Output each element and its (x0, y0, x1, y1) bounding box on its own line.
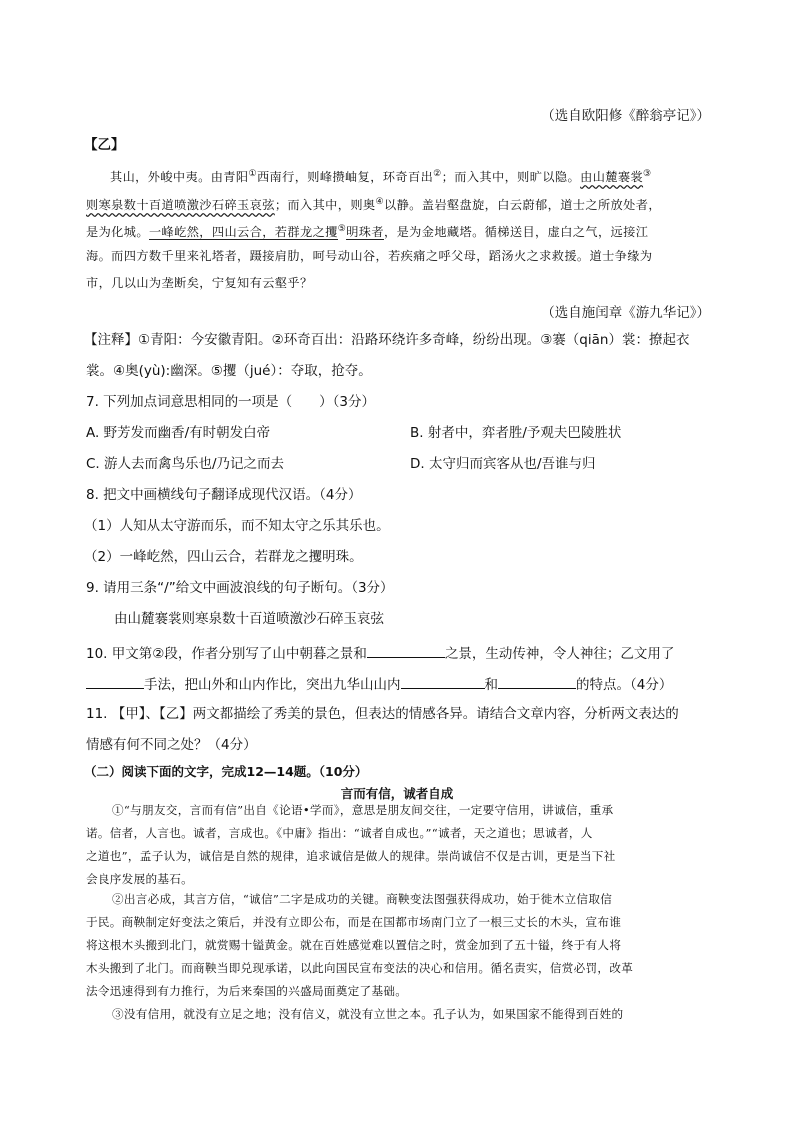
article-para2-line1: ②出言必成，其言方信，“诚信”二字是成功的关键。商鞅变法图强获得成功，始于徙木立信取信 (112, 892, 613, 906)
source-citation-2: （选自施闰章《游九华记》） (541, 305, 710, 321)
q7-option-d: D. 太守归而宾客从也/吾谁与归 (410, 456, 596, 472)
article-para1-line4: 会良序发展的基石。 (86, 872, 194, 886)
yi-line-1: 其山，外峻中夷。由青阳①西南行，则峰攒岫复，环奇百出②；而入其中，则旷以隐。由山麓褰裳③ (110, 169, 652, 185)
question-10-line-1: 10. 甲文第②段，作者分别写了山中朝暮之景和 之景，生动传神，令人神往；乙文用了 (86, 646, 675, 662)
q9-sentence: 由山麓褰裳则寒泉数十百道喷激沙石碎玉哀弦 (114, 611, 384, 627)
part2-heading: （二）阅读下面的文字，完成12—14题。（10分） (84, 764, 368, 779)
question-10-line-2: 手法，把山外和山内作比，突出九华山山内 和 的特点。（4分） (86, 675, 672, 693)
question-9-stem: 9. 请用三条“/”给文中画波浪线的句子断句。（3分） (86, 580, 394, 596)
yi-line-4: 海。而四方数千里来礼塔者，蹑接肩肋，呵号动山谷，若疾痛之呼父母，蹈汤火之求救援。道士争缘为 (86, 249, 653, 263)
yi-line-2: 则寒泉数十百道喷激沙石碎玉哀弦；而入其中，则奥④以静。盖岩壑盘旋，白云蔚郁，道士之所放处者， (86, 197, 661, 213)
yi-line-3: 是为化城。一峰屹然，四山云合，若群龙之攫⑤明珠者，是为金地藏塔。循梯送目，虚白之气，远接江 (86, 224, 649, 240)
article-para1-line2: 诺。信者，人言也。诚者，言成也。《中庸》指出：“诚者自成也。”“诚者，天之道也；思诚者，人 (86, 826, 593, 840)
answer-blank-3[interactable] (401, 675, 485, 689)
q8-sentence-2: （2）一峰屹然，四山云合，若群龙之攫明珠。 (84, 549, 363, 565)
answer-blank-1[interactable] (367, 644, 445, 658)
q8-sentence-1: （1）人知从太守游而乐，而不知太守之乐其乐也。 (84, 518, 390, 534)
q7-option-a: A. 野芳发而幽香/有时朝发白帝 (86, 425, 271, 441)
article-para2-line3: 将这根木头搬到北门，就赏赐十镒黄金。就在百姓感觉难以置信之时，赏金加到了五十镒，终于有人将 (86, 938, 622, 952)
article-para2-line5: 法令迅速得到有力推行，为后来秦国的兴盛局面奠定了基础。 (86, 984, 408, 998)
article-para1-line3: 之道也”，孟子认为，诚信是自然的规律，追求诚信是做人的规律。崇尚诚信不仅是古训，更是当下社 (86, 849, 616, 863)
q7-option-c: C. 游人去而禽鸟乐也/乃记之而去 (86, 456, 285, 472)
article-para3-line1: ③没有信用，就没有立足之地；没有信义，就没有立世之本。孔子认为，如果国家不能得到百姓的 (112, 1007, 624, 1021)
section-label-yi: 【乙】 (84, 137, 125, 153)
question-7-stem: 7. 下列加点词意思相同的一项是（ ）（3分） (86, 394, 376, 410)
q7-option-b: B. 射者中，弈者胜/予观夫巴陵胜状 (410, 425, 622, 441)
wavy-sentence-part2: 则寒泉数十百道喷激沙石碎玉哀弦 (86, 198, 275, 213)
question-11-line-1: 11. 【甲】、【乙】两文都描绘了秀美的景色，但表达的情感各异。请结合文章内容，分析两文表达的 (86, 706, 679, 722)
article-title: 言而有信，诚者自成 (340, 786, 454, 801)
notes-line-1: 【注释】①青阳：今安徽青阳。②环奇百出：沿路环绕许多奇峰，纷纷出现。③褰（qiān）裳：撩起衣 (84, 332, 690, 348)
underlined-sentence: 一峰屹然，四山云合，若群龙之攫 (148, 225, 338, 240)
wavy-sentence-part1: 由山麓褰裳 (580, 170, 644, 185)
article-para1-line1: ①“与朋友交，言而有信”出自《论语•学而》，意思是朋友间交往，一定要守信用，讲诚信，重承 (112, 803, 614, 817)
yi-line-5: 市，几以山为垄断矣，宁复知有云壑乎？ (86, 276, 313, 290)
question-11-line-2: 情感有何不同之处？（4分） (86, 737, 257, 753)
article-para2-line4: 木头搬到了北门。而商鞅当即兑现承诺，以此向国民宣布变法的决心和信用。循名责实，信赏必罚，改革 (86, 961, 634, 975)
article-para2-line2: 于民。商鞅制定好变法之策后，并没有立即公布，而是在国都市场南门立了一根三丈长的木头，宣布谁 (86, 915, 622, 929)
notes-line-2: 裳。④奥(yù):幽深。⑤攫（jué）：夺取，抢夺。 (86, 363, 372, 379)
source-citation-1: （选自欧阳修《醉翁亭记》） (541, 108, 710, 124)
answer-blank-2[interactable] (86, 675, 144, 689)
answer-blank-4[interactable] (498, 675, 576, 689)
question-8-stem: 8. 把文中画横线句子翻译成现代汉语。（4分） (86, 487, 362, 503)
